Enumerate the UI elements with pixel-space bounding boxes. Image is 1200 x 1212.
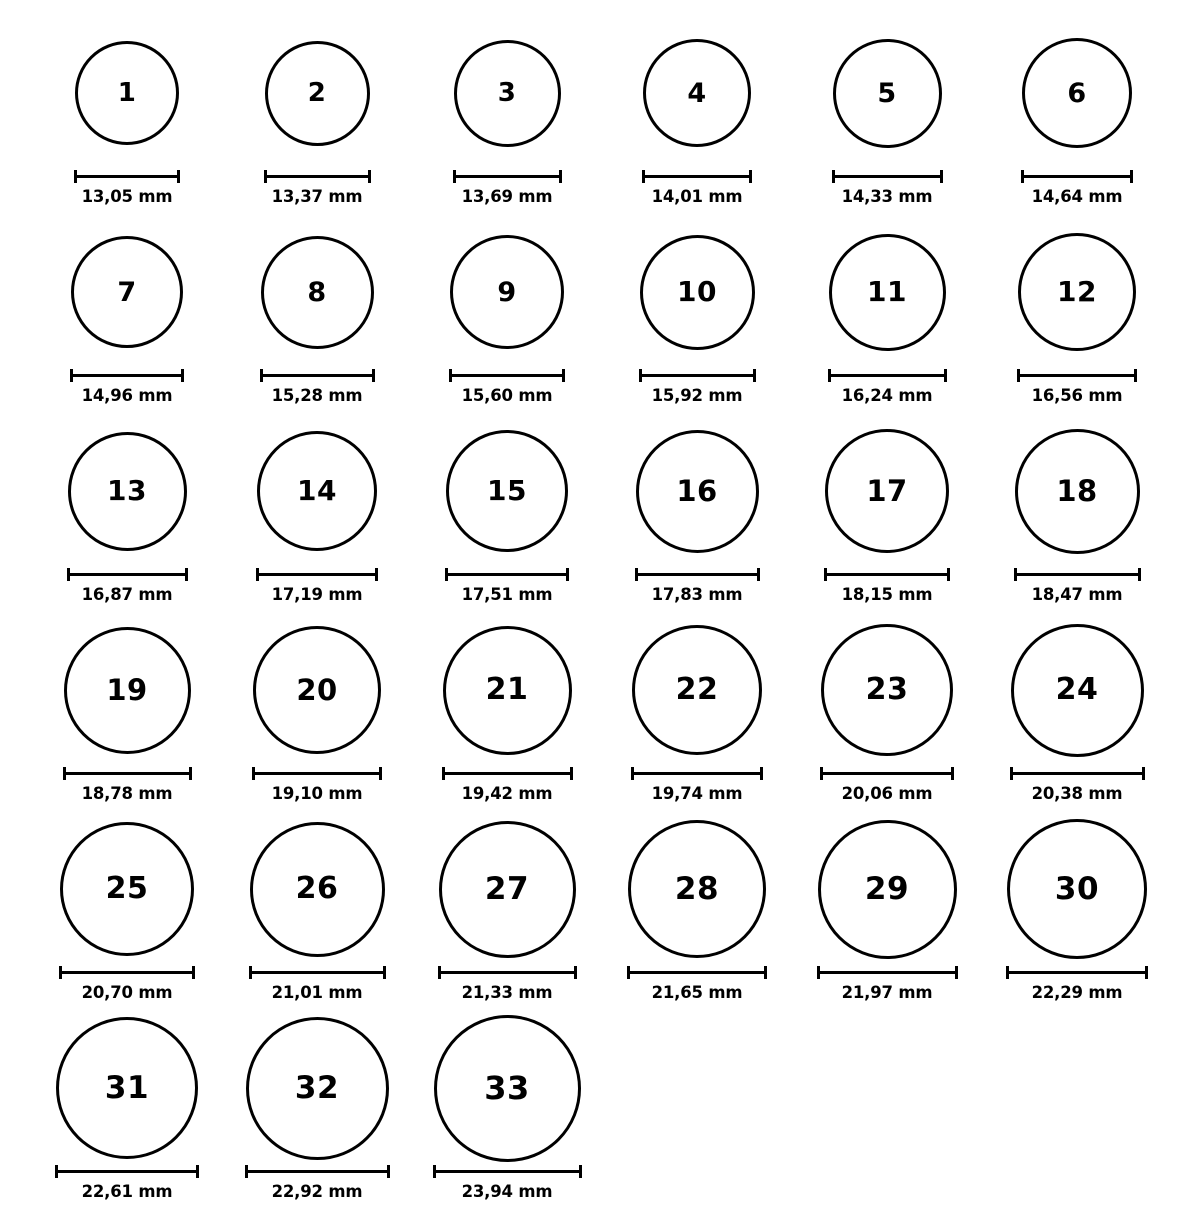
diameter-label: 13,37 mm [271,187,363,206]
ring-circle-icon [829,234,946,351]
ring-circle-icon [443,626,572,755]
measure-line-icon [55,1170,199,1173]
measure-line-icon [433,1170,582,1173]
diameter-label: 23,94 mm [461,1182,553,1201]
diameter-measure-bar [260,369,375,381]
diameter-label: 13,05 mm [81,187,173,206]
ring-circle-icon [64,627,191,754]
ring-size-number: 27 [484,870,530,907]
ring-circle-wrap [982,814,1172,964]
ring-circle-wrap [222,814,412,964]
ring-size-number: 11 [867,275,907,308]
diameter-measure-bar [635,568,760,580]
diameter-measure-bar [1006,966,1148,978]
ring-size-item [602,416,792,615]
ring-size-number: 32 [294,1069,340,1106]
measure-line-icon [1017,374,1137,377]
diameter-measure-bar [1014,568,1141,580]
ring-circle-wrap [222,217,412,367]
ring-size-item [412,615,602,814]
ring-size-number: 20 [296,672,338,707]
measure-line-icon [264,175,371,178]
measure-line-icon [828,374,947,377]
ring-size-item [602,217,792,416]
ring-size-item [412,416,602,615]
ring-size-number: 23 [865,672,909,707]
ring-size-number: 21 [485,672,529,707]
ring-size-item [792,217,982,416]
ring-size-number: 25 [105,871,149,906]
ring-circle-icon [250,822,385,957]
diameter-label: 17,19 mm [271,585,363,604]
diameter-label: 19,42 mm [461,784,553,803]
diameter-label: 22,61 mm [81,1182,173,1201]
ring-circle-wrap [222,615,412,765]
ring-size-item [792,814,982,1013]
ring-size-number: 14 [297,474,337,507]
ring-circle-icon [818,820,957,959]
ring-size-item [412,814,602,1013]
ring-circle-wrap [602,615,792,765]
ring-circle-wrap [792,217,982,367]
diameter-measure-bar [59,966,195,978]
ring-circle-wrap [792,814,982,964]
ring-circle-icon [1007,819,1147,959]
ring-circle-icon [1018,233,1136,351]
ring-circle-wrap [32,217,222,367]
ring-circle-wrap [412,217,602,367]
ring-circle-wrap [32,18,222,168]
ring-circle-wrap [602,18,792,168]
ring-circle-wrap [792,416,982,566]
ring-size-number: 7 [117,276,137,308]
diameter-label: 15,92 mm [651,386,743,405]
measure-line-icon [1014,573,1141,576]
diameter-measure-bar [832,170,943,182]
diameter-measure-bar [442,767,573,779]
ring-size-number: 19 [106,672,148,707]
ring-circle-icon [246,1017,389,1160]
diameter-measure-bar [639,369,756,381]
diameter-measure-bar [433,1165,582,1177]
ring-circle-wrap [602,814,792,964]
diameter-label: 14,01 mm [651,187,743,206]
ring-circle-wrap [412,615,602,765]
ring-size-number: 8 [307,276,327,308]
ring-size-number: 18 [1056,473,1098,508]
diameter-measure-bar [817,966,958,978]
diameter-label: 20,06 mm [841,784,933,803]
ring-circle-wrap [32,615,222,765]
ring-circle-wrap [32,814,222,964]
ring-size-number: 4 [687,77,707,109]
ring-size-item [792,416,982,615]
ring-size-item [602,18,792,217]
ring-size-item [32,18,222,217]
ring-circle-wrap [602,416,792,566]
diameter-measure-bar [264,170,371,182]
ring-size-item [412,217,602,416]
ring-size-item [32,615,222,814]
diameter-measure-bar [1017,369,1137,381]
diameter-label: 14,33 mm [841,187,933,206]
ring-circle-icon [1015,429,1140,554]
measure-line-icon [627,971,767,974]
measure-line-icon [74,175,180,178]
diameter-measure-bar [245,1165,390,1177]
ring-circle-wrap [222,18,412,168]
measure-line-icon [245,1170,390,1173]
ring-size-item [222,615,412,814]
ring-size-number: 1 [117,78,137,108]
ring-size-grid [0,18,1200,1212]
ring-size-number: 9 [497,276,517,308]
ring-size-number: 2 [307,78,327,108]
ring-size-item [222,416,412,615]
diameter-label: 17,83 mm [651,585,743,604]
ring-size-item [222,217,412,416]
diameter-label: 21,33 mm [461,983,553,1002]
ring-size-number: 12 [1057,275,1097,308]
measure-line-icon [1021,175,1133,178]
ring-size-number: 10 [677,275,717,308]
measure-line-icon [63,772,192,775]
diameter-label: 18,78 mm [81,784,173,803]
ring-size-number: 17 [866,473,908,508]
ring-circle-wrap [32,416,222,566]
diameter-measure-bar [642,170,752,182]
diameter-label: 16,56 mm [1031,386,1123,405]
ring-size-number: 5 [877,77,897,109]
ring-circle-icon [1011,624,1144,757]
ring-circle-icon [68,432,187,551]
ring-circle-icon [833,39,942,148]
ring-size-item [32,1013,222,1212]
measure-line-icon [832,175,943,178]
ring-size-item [602,814,792,1013]
diameter-measure-bar [449,369,565,381]
measure-line-icon [70,374,184,377]
ring-circle-wrap [412,1013,602,1163]
diameter-label: 21,97 mm [841,983,933,1002]
diameter-measure-bar [828,369,947,381]
measure-line-icon [631,772,763,775]
measure-line-icon [642,175,752,178]
ring-size-item [792,615,982,814]
diameter-label: 19,74 mm [651,784,743,803]
diameter-measure-bar [445,568,569,580]
ring-size-number: 3 [497,78,517,108]
ring-circle-icon [643,39,751,147]
measure-line-icon [260,374,375,377]
ring-size-item [32,814,222,1013]
ring-circle-icon [628,820,766,958]
ring-circle-icon [446,430,568,552]
ring-circle-icon [450,235,564,349]
measure-line-icon [59,971,195,974]
ring-circle-icon [632,625,762,755]
ring-size-number: 28 [674,870,720,907]
ring-circle-wrap [792,615,982,765]
ring-size-number: 15 [487,474,527,507]
ring-size-item [602,615,792,814]
ring-circle-icon [821,624,953,756]
ring-circle-wrap [412,814,602,964]
diameter-label: 22,29 mm [1031,983,1123,1002]
ring-circle-wrap [982,18,1172,168]
ring-size-item [32,217,222,416]
ring-size-item [982,615,1172,814]
ring-circle-icon [636,430,759,553]
ring-circle-icon [75,41,179,145]
diameter-measure-bar [820,767,954,779]
ring-circle-wrap [222,416,412,566]
ring-circle-icon [261,236,374,349]
ring-size-item [982,416,1172,615]
diameter-measure-bar [67,568,188,580]
measure-line-icon [824,573,950,576]
ring-circle-wrap [412,18,602,168]
ring-size-number: 22 [675,672,719,707]
diameter-measure-bar [627,966,767,978]
diameter-label: 14,96 mm [81,386,173,405]
ring-size-number: 6 [1067,77,1087,109]
diameter-label: 18,15 mm [841,585,933,604]
ring-circle-icon [265,41,370,146]
diameter-label: 20,70 mm [81,983,173,1002]
ring-size-item [982,814,1172,1013]
diameter-label: 18,47 mm [1031,585,1123,604]
diameter-measure-bar [55,1165,199,1177]
measure-line-icon [1006,971,1148,974]
ring-circle-icon [60,822,194,956]
ring-circle-wrap [602,217,792,367]
diameter-measure-bar [1021,170,1133,182]
diameter-label: 19,10 mm [271,784,363,803]
diameter-label: 14,64 mm [1031,187,1123,206]
ring-circle-icon [257,431,377,551]
ring-circle-wrap [412,416,602,566]
ring-size-number: 13 [107,474,147,507]
ring-circle-icon [71,236,183,348]
diameter-measure-bar [453,170,562,182]
ring-circle-icon [439,821,576,958]
ring-size-number: 29 [864,870,910,907]
measure-line-icon [438,971,577,974]
diameter-measure-bar [74,170,180,182]
ring-circle-wrap [792,18,982,168]
diameter-label: 20,38 mm [1031,784,1123,803]
diameter-label: 21,01 mm [271,983,363,1002]
ring-size-number: 31 [104,1069,150,1106]
ring-size-number: 30 [1054,870,1100,907]
diameter-measure-bar [249,966,386,978]
diameter-label: 16,87 mm [81,585,173,604]
ring-size-number: 33 [484,1069,530,1107]
measure-line-icon [820,772,954,775]
diameter-label: 15,28 mm [271,386,363,405]
ring-size-item [412,18,602,217]
measure-line-icon [1010,772,1145,775]
ring-size-item [982,18,1172,217]
ring-size-item [412,1013,602,1212]
diameter-measure-bar [256,568,378,580]
measure-line-icon [445,573,569,576]
diameter-label: 21,65 mm [651,983,743,1002]
diameter-label: 13,69 mm [461,187,553,206]
ring-size-item [32,416,222,615]
diameter-measure-bar [438,966,577,978]
ring-circle-wrap [222,1013,412,1163]
ring-circle-icon [253,626,381,754]
measure-line-icon [449,374,565,377]
ring-size-item [222,18,412,217]
diameter-measure-bar [1010,767,1145,779]
measure-line-icon [639,374,756,377]
ring-size-number: 16 [676,473,718,508]
measure-line-icon [635,573,760,576]
diameter-label: 17,51 mm [461,585,553,604]
measure-line-icon [256,573,378,576]
diameter-measure-bar [70,369,184,381]
diameter-measure-bar [63,767,192,779]
ring-circle-wrap [982,217,1172,367]
ring-circle-icon [434,1015,581,1162]
diameter-measure-bar [824,568,950,580]
measure-line-icon [67,573,188,576]
ring-circle-icon [825,429,949,553]
ring-circle-icon [1022,38,1132,148]
ring-circle-wrap [982,615,1172,765]
ring-size-item [792,18,982,217]
diameter-label: 22,92 mm [271,1182,363,1201]
ring-circle-wrap [982,416,1172,566]
diameter-label: 16,24 mm [841,386,933,405]
ring-size-number: 24 [1055,672,1099,707]
ring-size-item [982,217,1172,416]
measure-line-icon [453,175,562,178]
ring-size-item [222,814,412,1013]
ring-circle-icon [640,235,755,350]
diameter-measure-bar [252,767,382,779]
ring-circle-icon [454,40,561,147]
ring-size-item [222,1013,412,1212]
ring-circle-icon [56,1017,198,1159]
measure-line-icon [442,772,573,775]
measure-line-icon [817,971,958,974]
diameter-measure-bar [631,767,763,779]
measure-line-icon [252,772,382,775]
measure-line-icon [249,971,386,974]
ring-circle-wrap [32,1013,222,1163]
ring-size-number: 26 [295,871,339,906]
diameter-label: 15,60 mm [461,386,553,405]
